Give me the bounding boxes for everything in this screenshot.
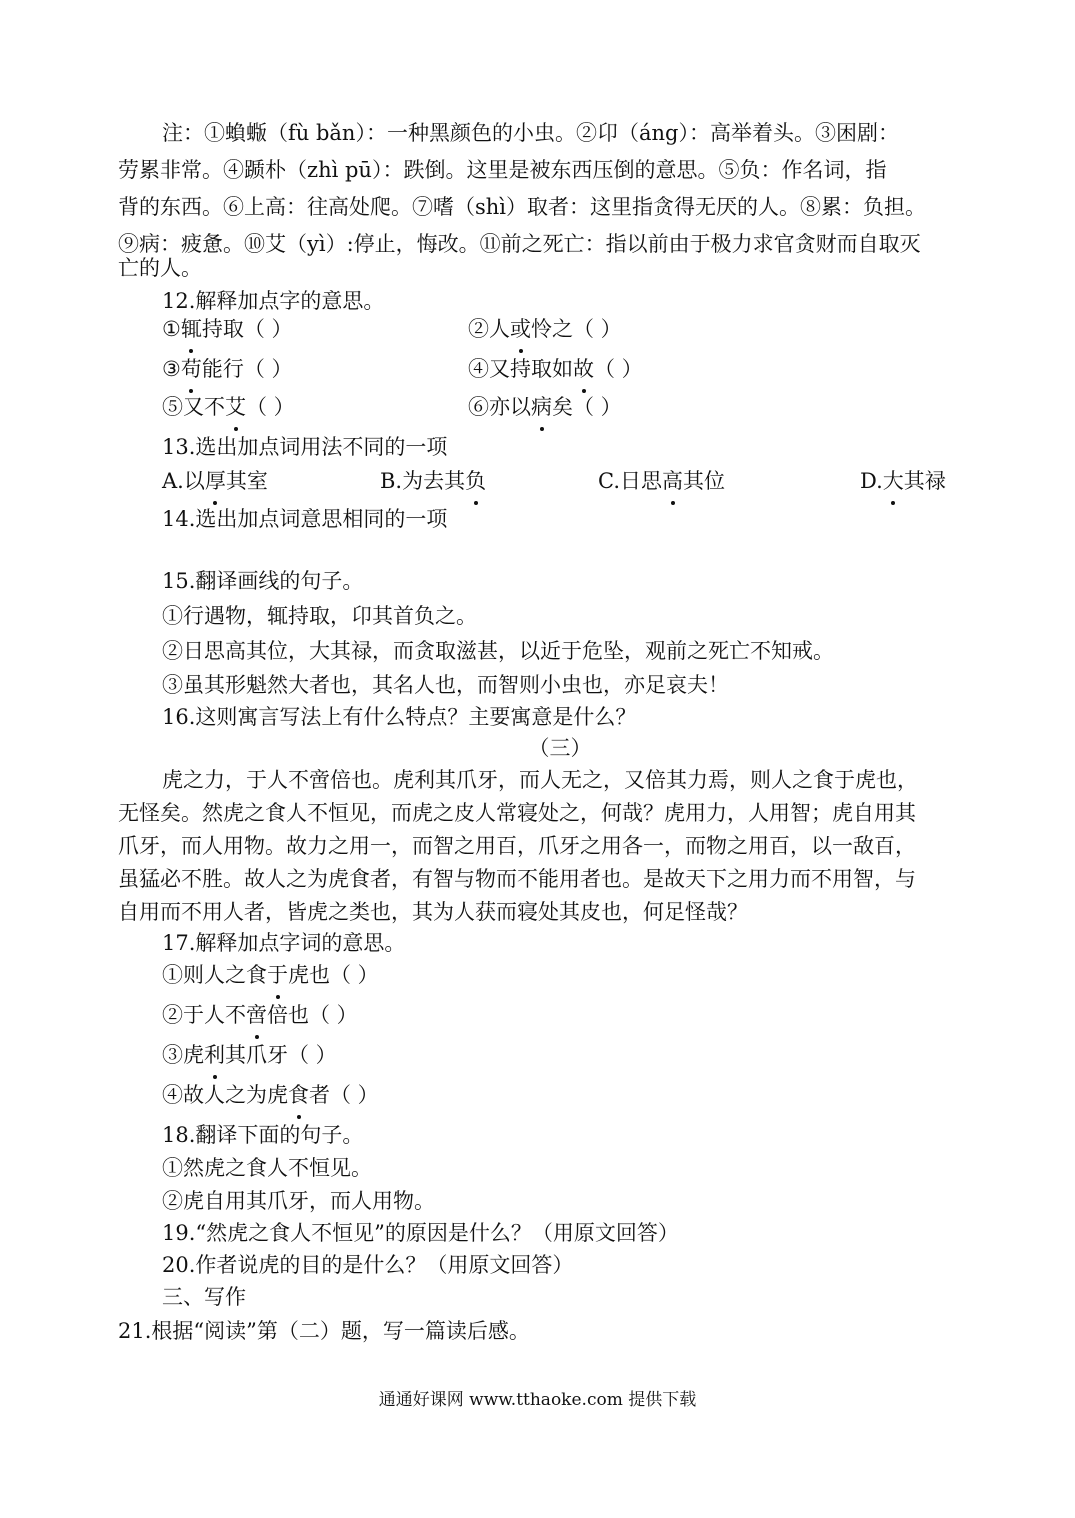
dotted-char: 高 xyxy=(662,466,683,496)
dotted-char: 于 xyxy=(267,960,288,990)
section-3-paragraph-line-3: 爪牙，而人用物。故力之用一，而智之用百，爪牙之用各一，而物之用百，以一敌百， xyxy=(118,834,916,858)
dotted-char: 利 xyxy=(204,1040,225,1070)
page-footer: 通通好课网 www.tthaoke.com 提供下载 xyxy=(378,1390,697,1410)
q12-item-6: ⑥亦以病矣（ ） xyxy=(468,392,622,422)
writing-section-heading: 三、写作 xyxy=(162,1285,246,1309)
q15-item-2: ②日思高其位，大其禄，而贪取滋甚，以近于危坠，观前之死亡不知戒。 xyxy=(162,639,834,663)
q13-option-d: D.大其禄 xyxy=(860,466,946,496)
dotted-char: 或 xyxy=(510,314,531,344)
q13-option-b: B.为去其负 xyxy=(380,466,486,496)
section-3-heading: （三） xyxy=(528,736,592,760)
section-3-paragraph-line-4: 虽猛必不胜。故人之为虎食者，有智与物而不能用者也。是故天下之用力而不用智，与 xyxy=(118,867,916,891)
question-13-title: 13.选出加点词用法不同的一项 xyxy=(162,435,448,459)
q12-item-4: ④又持取如故（ ） xyxy=(468,354,643,384)
q17-item-4: ④故人之为虎食者（ ） xyxy=(162,1080,379,1110)
dotted-char: 厚 xyxy=(205,466,226,496)
dotted-char: 负 xyxy=(465,466,486,496)
q15-item-3: ③虽其形魁然大者也，其名人也，而智则小虫也，亦足哀夫！ xyxy=(162,673,729,697)
question-12-title: 12.解释加点字的意思。 xyxy=(162,289,385,313)
question-15-title: 15.翻译画线的句子。 xyxy=(162,569,364,593)
question-17-title: 17.解释加点字词的意思。 xyxy=(162,931,406,955)
dotted-char: 艾 xyxy=(225,392,246,422)
dotted-char: 苟 xyxy=(181,354,202,384)
section-3-paragraph-line-5: 自用而不用人者，皆虎之类也，其为人获而寝处其皮也，何足怪哉？ xyxy=(118,900,748,924)
q18-item-2: ②虎自用其爪牙，而人用物。 xyxy=(162,1189,435,1213)
question-18-title: 18.翻译下面的句子。 xyxy=(162,1123,364,1147)
q13-option-a: A.以厚其室 xyxy=(162,466,268,496)
section-3-paragraph-line-2: 无怪矣。然虎之食人不恒见，而虎之皮人常寝处之，何哉？虎用力，人用智；虎自用其 xyxy=(118,801,916,825)
question-14-title: 14.选出加点词意思相同的一项 xyxy=(162,507,448,531)
q18-item-1: ①然虎之食人不恒见。 xyxy=(162,1156,372,1180)
question-19-title: 19.“然虎之食人不恒见”的原因是什么？（用原文回答） xyxy=(162,1221,679,1245)
q17-item-3: ③虎利其爪牙（ ） xyxy=(162,1040,337,1070)
dotted-char: 故 xyxy=(573,354,594,384)
q17-item-2: ②于人不啻倍也（ ） xyxy=(162,1000,358,1030)
q17-item-1: ①则人之食于虎也（ ） xyxy=(162,960,379,990)
question-21-title: 21.根据“阅读”第（二）题，写一篇读后感。 xyxy=(118,1319,530,1343)
q12-item-1: ①辄持取（ ） xyxy=(162,314,293,344)
q13-option-c: C.日思高其位 xyxy=(598,466,725,496)
q12-item-2: ②人或怜之（ ） xyxy=(468,314,622,344)
note-line-3: 背的东西。⑥上高：往高处爬。⑦嗜（shì）取者：这里指贪得无厌的人。⑧累：负担。 xyxy=(118,195,927,219)
dotted-char: 辄 xyxy=(181,314,202,344)
note-line-5: 亡的人。 xyxy=(118,256,202,280)
dotted-char: 啻 xyxy=(246,1000,267,1030)
q15-item-1: ①行遇物，辄持取，卬其首负之。 xyxy=(162,604,477,628)
note-line-2: 劳累非常。④踬朴（zhì pū）：跌倒。这里是被东西压倒的意思。⑤负：作名词，指 xyxy=(118,158,887,182)
question-20-title: 20.作者说虎的目的是什么？（用原文回答） xyxy=(162,1253,574,1277)
dotted-char: 大 xyxy=(883,466,904,496)
note-line-4: ⑨病：疲惫。⑩艾（yì）:停止，悔改。⑪前之死亡：指以前由于极力求官贪财而自取灭 xyxy=(118,232,921,256)
q12-item-3: ③苟能行（ ） xyxy=(162,354,293,384)
question-16-title: 16.这则寓言写法上有什么特点？主要寓意是什么？ xyxy=(162,705,637,729)
section-3-paragraph-line-1: 虎之力，于人不啻倍也。虎利其爪牙，而人无之，又倍其力焉，则人之食于虎也， xyxy=(162,768,918,792)
q12-item-5: ⑤又不艾（ ） xyxy=(162,392,295,422)
note-line-1: 注：①蝜蝂（fù bǎn）：一种黑颜色的小虫。②卬（áng）：高举着头。③困剧： xyxy=(162,121,899,145)
dotted-char: 病 xyxy=(531,392,552,422)
dotted-char: 食 xyxy=(288,1080,309,1110)
